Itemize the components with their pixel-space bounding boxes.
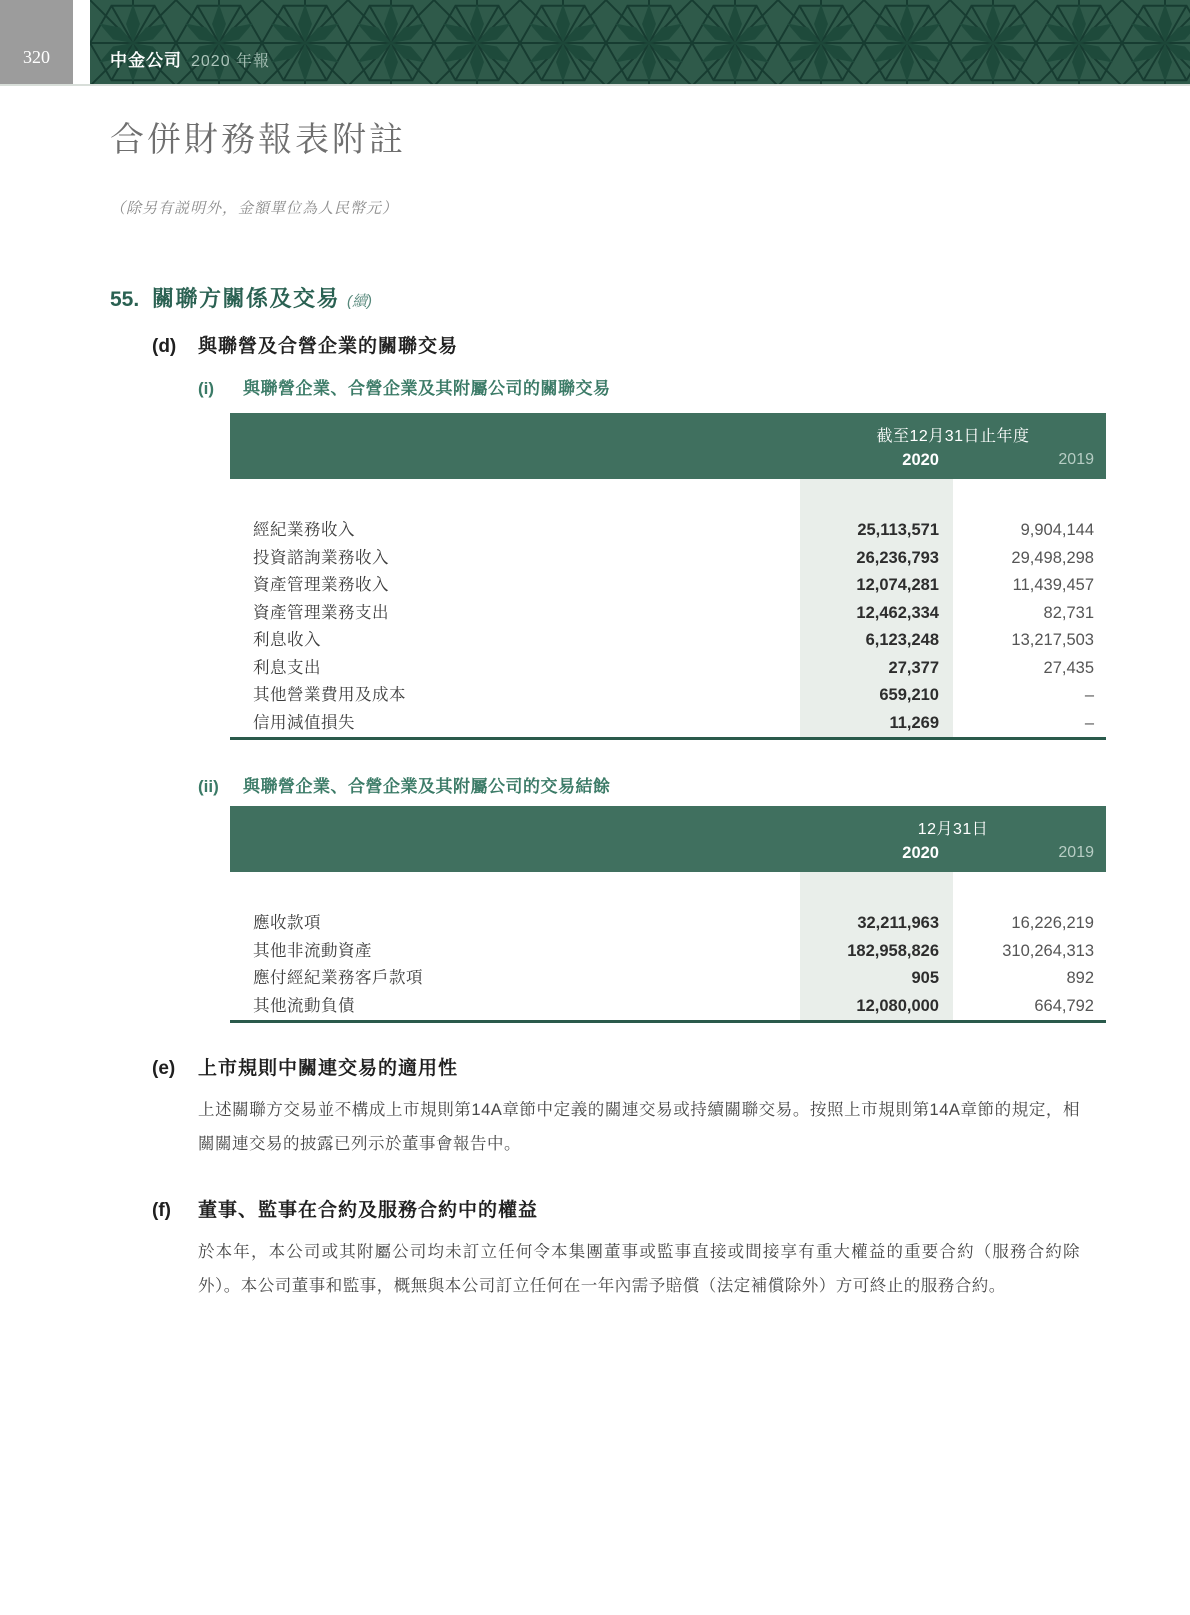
transaction-balances-table bbox=[230, 806, 1106, 1023]
value-2020: 12,462,334 bbox=[800, 600, 953, 628]
table-body bbox=[230, 479, 1106, 740]
section-continued-tag: (續) bbox=[347, 293, 373, 310]
table-row bbox=[230, 938, 1106, 966]
subsection-d-title: 與聯營及合營企業的關聯交易 bbox=[198, 336, 459, 357]
table-row bbox=[230, 993, 1106, 1021]
subsection-f-title: 董事、監事在合約及服務合約中的權益 bbox=[198, 1200, 539, 1221]
row-label: 其他流動負債 bbox=[253, 996, 355, 1015]
table-row bbox=[230, 910, 1106, 938]
subsection-e-title: 上市規則中關連交易的適用性 bbox=[198, 1058, 459, 1079]
value-2020: 12,080,000 bbox=[800, 993, 953, 1021]
subsection-e-paragraph: 上述關聯方交易並不構成上市規則第14A章節中定義的關連交易或持續關聯交易。按照上市規則第14A章節的規定，相關關連交易的披露已列示於董事會報告中。 bbox=[198, 1101, 1080, 1153]
row-label: 資產管理業務支出 bbox=[253, 603, 389, 622]
table-row bbox=[230, 682, 1106, 710]
value-2020: 25,113,571 bbox=[800, 517, 953, 545]
page-number: 320 bbox=[23, 47, 50, 67]
table-header bbox=[230, 413, 1106, 479]
value-2020: 6,123,248 bbox=[800, 627, 953, 655]
item-ii-heading bbox=[198, 772, 1190, 797]
spacer-row bbox=[230, 872, 1106, 910]
asanoha-pattern-icon bbox=[90, 0, 1190, 84]
table-row bbox=[230, 572, 1106, 600]
report-year: 2020 年報 bbox=[191, 53, 271, 70]
row-label: 應收款項 bbox=[253, 914, 321, 932]
period-header: 12月31日 bbox=[917, 821, 989, 838]
value-2020: 26,236,793 bbox=[800, 545, 953, 573]
period-header: 截至12月31日止年度 bbox=[876, 428, 1030, 445]
table-row bbox=[230, 545, 1106, 573]
row-label: 資產管理業務收入 bbox=[253, 576, 389, 594]
value-2019: 13,217,503 bbox=[1011, 631, 1094, 649]
value-2019: 310,264,313 bbox=[1002, 941, 1094, 960]
row-label: 信用減值損失 bbox=[253, 713, 355, 732]
subsection-d-heading bbox=[152, 331, 1190, 358]
table-row bbox=[230, 600, 1106, 628]
table-header bbox=[230, 806, 1106, 872]
page-header-strip bbox=[0, 0, 1190, 86]
value-2019: 11,439,457 bbox=[1012, 576, 1094, 594]
value-2019: – bbox=[1084, 686, 1094, 704]
column-header-2019: 2019 bbox=[1058, 844, 1094, 861]
value-2019: 9,904,144 bbox=[1020, 521, 1094, 539]
column-header-2020: 2020 bbox=[902, 844, 939, 862]
value-2020: 12,074,281 bbox=[800, 572, 953, 600]
header-gap bbox=[73, 0, 90, 84]
row-label: 其他非流動資產 bbox=[253, 941, 372, 960]
item-ii-title: 與聯營企業、合營企業及其附屬公司的交易結餘 bbox=[243, 777, 611, 796]
subsection-d-label: (d) bbox=[152, 336, 177, 357]
decorative-band bbox=[90, 0, 1190, 84]
subsection-f-paragraph: 於本年，本公司或其附屬公司均未訂立任何令本集團董事或監事直接或間接享有重大權益的重要合約（服務合約除外）。本公司董事和監事，概無與本公司訂立任何在一年內需予賠償（法定補償除外）方可終止的服務合約。 bbox=[198, 1243, 1080, 1295]
subsection-f-label: (f) bbox=[152, 1200, 171, 1221]
item-i-heading bbox=[198, 374, 1190, 399]
section-55-heading bbox=[110, 282, 1190, 313]
value-2019: 27,435 bbox=[1043, 658, 1094, 677]
row-label: 其他營業費用及成本 bbox=[253, 686, 406, 704]
table-row bbox=[230, 655, 1106, 683]
row-label: 應付經紀業務客戶款項 bbox=[253, 969, 423, 987]
table-body bbox=[230, 872, 1106, 1023]
related-transactions-table bbox=[230, 413, 1106, 740]
column-header-2019: 2019 bbox=[1058, 451, 1094, 468]
column-header-2020: 2020 bbox=[902, 451, 939, 469]
table-row bbox=[230, 710, 1106, 738]
table-row bbox=[230, 517, 1106, 545]
label-column-header bbox=[230, 451, 800, 470]
value-2019: 82,731 bbox=[1043, 603, 1094, 622]
value-2019: – bbox=[1084, 713, 1094, 732]
year-columns-header bbox=[230, 451, 1106, 470]
value-2020: 32,211,963 bbox=[800, 910, 953, 938]
report-brand bbox=[110, 46, 270, 71]
value-2020: 11,269 bbox=[800, 710, 953, 738]
item-ii-label: (ii) bbox=[198, 777, 219, 796]
table-row bbox=[230, 627, 1106, 655]
value-2019: 664,792 bbox=[1034, 996, 1094, 1015]
row-label: 經紀業務收入 bbox=[253, 521, 355, 539]
value-2020: 659,210 bbox=[800, 682, 953, 710]
subsection-f-heading bbox=[152, 1195, 1190, 1222]
value-2019: 16,226,219 bbox=[1011, 914, 1094, 932]
value-2019: 29,498,298 bbox=[1011, 548, 1094, 567]
section-title: 關聯方關係及交易 bbox=[152, 286, 341, 311]
subsection-e-heading bbox=[152, 1053, 1190, 1080]
item-i-title: 與聯營企業、合營企業及其附屬公司的關聯交易 bbox=[243, 379, 611, 398]
table-row bbox=[230, 965, 1106, 993]
row-label: 投資諮詢業務收入 bbox=[253, 548, 389, 567]
page-title: 合併財務報表附註 bbox=[110, 120, 406, 160]
spacer-row bbox=[230, 479, 1106, 517]
value-2020: 182,958,826 bbox=[800, 938, 953, 966]
currency-unit-note: （除另有説明外，金額單位為人民幣元） bbox=[110, 201, 399, 217]
value-2020: 905 bbox=[800, 965, 953, 993]
subsection-e-label: (e) bbox=[152, 1058, 176, 1079]
company-name: 中金公司 bbox=[110, 51, 182, 70]
label-column-header bbox=[230, 844, 800, 863]
value-2019: 892 bbox=[1066, 969, 1094, 987]
row-label: 利息支出 bbox=[253, 658, 321, 677]
section-number: 55. bbox=[110, 288, 140, 311]
year-columns-header bbox=[230, 844, 1106, 863]
value-2020: 27,377 bbox=[800, 655, 953, 683]
item-i-label: (i) bbox=[198, 379, 215, 398]
row-label: 利息收入 bbox=[253, 631, 321, 649]
page-number-box bbox=[0, 0, 73, 84]
